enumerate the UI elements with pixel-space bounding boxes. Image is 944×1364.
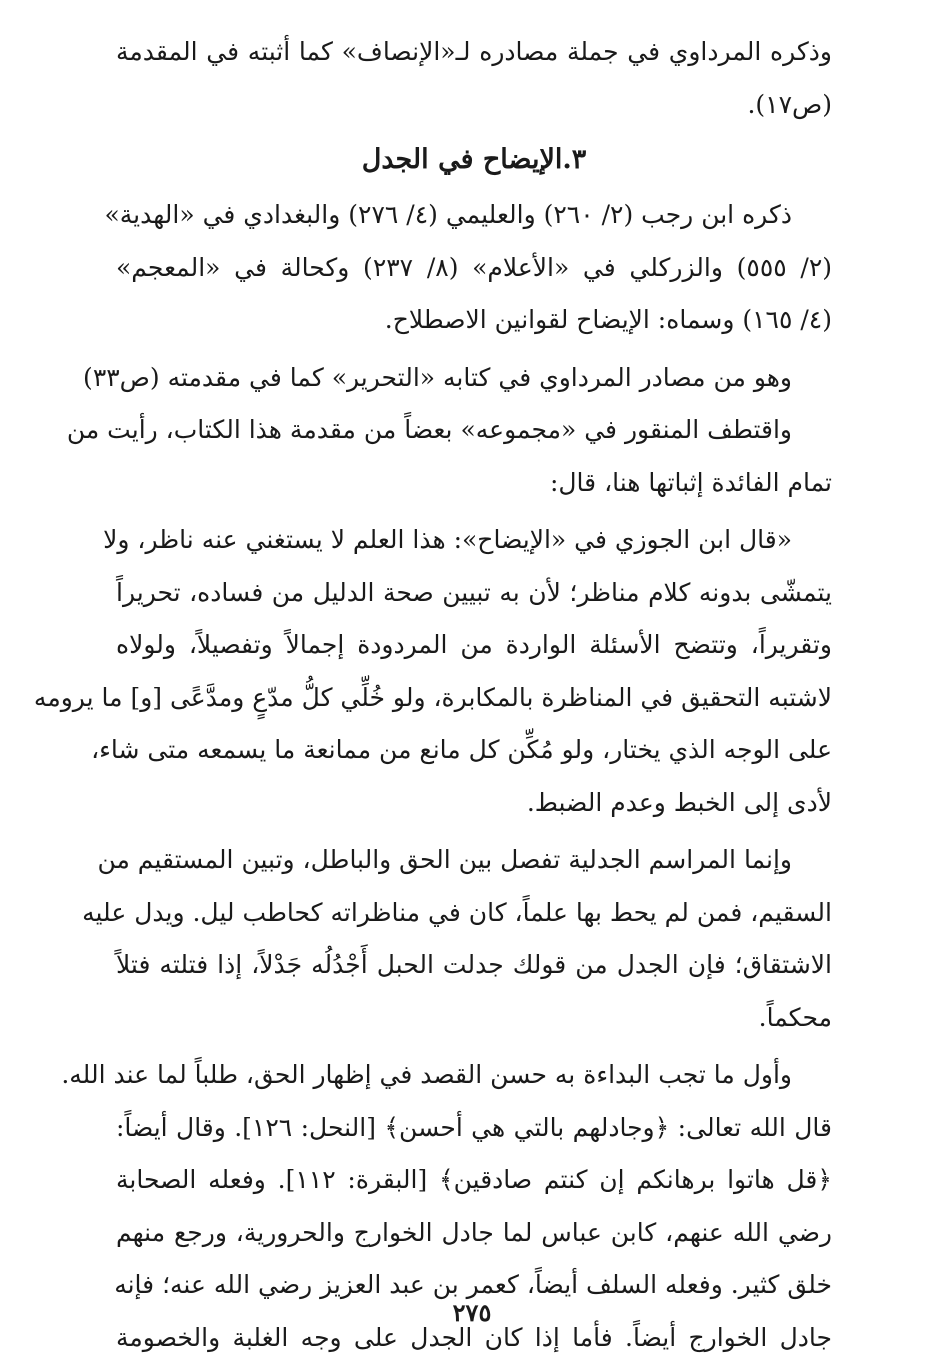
- paragraph-mardawi-insaf: [116, 26, 832, 131]
- text-line: وتقريراً، وتتضح الأسئلة الواردة من المردودة إجمالاً وتفصيلاً، ولولاه: [116, 619, 832, 672]
- text-line: يتمشّى بدونه كلام مناظر؛ لأن به تبيين صحة الدليل من فساده، تحريراً: [116, 567, 832, 620]
- text-line: السقيم، فمن لم يحط بها علماً، كان في مناظراته كحاطب ليل. ويدل عليه: [116, 887, 832, 940]
- paragraph-manqur: [116, 404, 832, 509]
- text-line: قال الله تعالى: ﴿وجادلهم بالتي هي أحسن﴾ [النحل: ١٢٦]. وقال أيضاً:: [116, 1102, 832, 1155]
- text-line: وأول ما تجب البداءة به حسن القصد في إظهار الحق، طلباً لما عند الله.: [116, 1049, 832, 1102]
- text-line: وهو من مصادر المرداوي في كتابه «التحرير» كما في مقدمته (ص٣٣): [116, 352, 832, 405]
- page-number: ٢٧٥: [0, 1298, 944, 1327]
- text-line: (ص١٧).: [116, 79, 832, 132]
- text-line: لاشتبه التحقيق في المناظرة بالمكابرة، ولو خُلِّي كلُّ مدّعٍ ومدَّعًى [و] ما يرومه: [116, 672, 832, 725]
- quote-paragraph-1: [116, 514, 832, 829]
- section-heading: ٣.الإيضاح في الجدل: [116, 131, 832, 189]
- text-line: وذكره المرداوي في جملة مصادره لـ«الإنصاف» كما أثبته في المقدمة: [116, 26, 832, 79]
- text-line: جادل الخوارج أيضاً. فأما إذا كان الجدل على وجه الغلبة والخصومة: [116, 1312, 832, 1364]
- text-line: (٢/ ٥٥٥) والزركلي في «الأعلام» (٨/ ٢٣٧) وكحالة في «المعجم»: [116, 242, 832, 295]
- text-line: ذكره ابن رجب (٢/ ٢٦٠) والعليمي (٤/ ٢٧٦) والبغدادي في «الهدية»: [116, 189, 832, 242]
- page-body: [116, 26, 832, 1364]
- text-line: واقتطف المنقور في «مجموعه» بعضاً من مقدمة هذا الكتاب، رأيت من: [116, 404, 832, 457]
- quote-paragraph-2: [116, 834, 832, 1044]
- text-line: لأدى إلى الخبط وعدم الضبط.: [116, 777, 832, 830]
- text-line: «قال ابن الجوزي في «الإيضاح»: هذا العلم لا يستغني عنه ناظر، ولا: [116, 514, 832, 567]
- text-line: الاشتقاق؛ فإن الجدل من قولك جدلت الحبل أَجْدُلُه جَدْلاً، إذا فتلته فتلاً: [116, 939, 832, 992]
- text-line: على الوجه الذي يختار، ولو مُكِّن كل مانع من ممانعة ما يسمعه متى شاء،: [116, 724, 832, 777]
- text-line: (٤/ ١٦٥) وسماه: الإيضاح لقوانين الاصطلاح.: [116, 294, 832, 347]
- text-line: خلق كثير. وفعله السلف أيضاً، كعمر بن عبد العزيز رضي الله عنه؛ فإنه: [116, 1259, 832, 1312]
- paragraph-citations: [116, 189, 832, 347]
- text-line: محكماً.: [116, 992, 832, 1045]
- text-line: ﴿قل هاتوا برهانكم إن كنتم صادقين﴾ [البقرة: ١١٢]. وفعله الصحابة: [116, 1154, 832, 1207]
- text-line: رضي الله عنهم، كابن عباس لما جادل الخوارج والحرورية، ورجع منهم: [116, 1207, 832, 1260]
- paragraph-tahrir: [116, 352, 832, 405]
- text-line: تمام الفائدة إثباتها هنا، قال:: [116, 457, 832, 510]
- text-line: وإنما المراسم الجدلية تفصل بين الحق والباطل، وتبين المستقيم من: [116, 834, 832, 887]
